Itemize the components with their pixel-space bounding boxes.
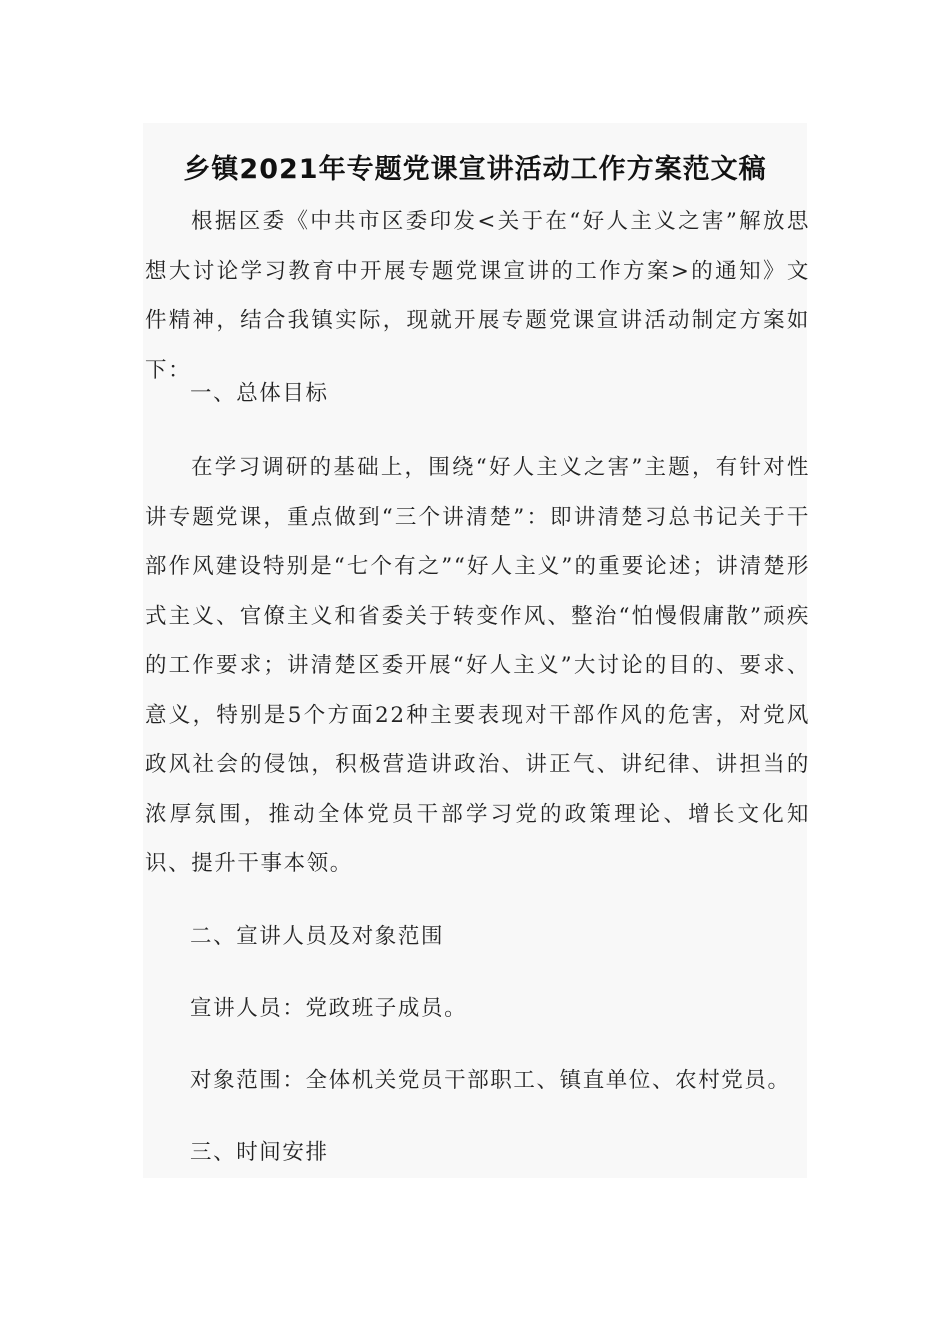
audience-line: 对象范围：全体机关党员干部职工、镇直单位、农村党员。: [190, 1068, 791, 1093]
speakers-line: 宣讲人员：党政班子成员。: [190, 996, 468, 1021]
intro-paragraph: 根据区委《中共市区委印发<关于在“好人主义之害”解放思想大讨论学习教育中开展专题党课宣讲的工作方案>的通知》文件精神，结合我镇实际，现就开展专题党课宣讲活动制定方案如下：: [145, 209, 810, 383]
goals-paragraph: 在学习调研的基础上，围绕“好人主义之害”主题，有针对性讲专题党课，重点做到“三个讲清楚”：即讲清楚习总书记关于干部作风建设特别是“七个有之”“好人主义”的重要论述；讲清楚形式主义、官僚主义和省委关于转变作风、整治“怕慢假庸散”顽疾的工作要求；讲清楚区委开展“好人主义”大讨论的目的、要求、意义，特别是5个方面22种主要表现对干部作风的危害，对党风政风社会的侵蚀，积极营造讲政治、讲正气、讲纪律、讲担当的浓厚氛围，推动全体党员干部学习党的政策理论、增长文化知识、提升干事本领。: [145, 455, 810, 876]
section-heading-schedule: 三、时间安排: [190, 1140, 329, 1165]
section-heading-goals: 一、总体目标: [190, 381, 329, 406]
document-title: 乡镇2021年专题党课宣讲活动工作方案范文稿: [183, 154, 767, 186]
section-heading-speakers: 二、宣讲人员及对象范围: [190, 924, 445, 949]
